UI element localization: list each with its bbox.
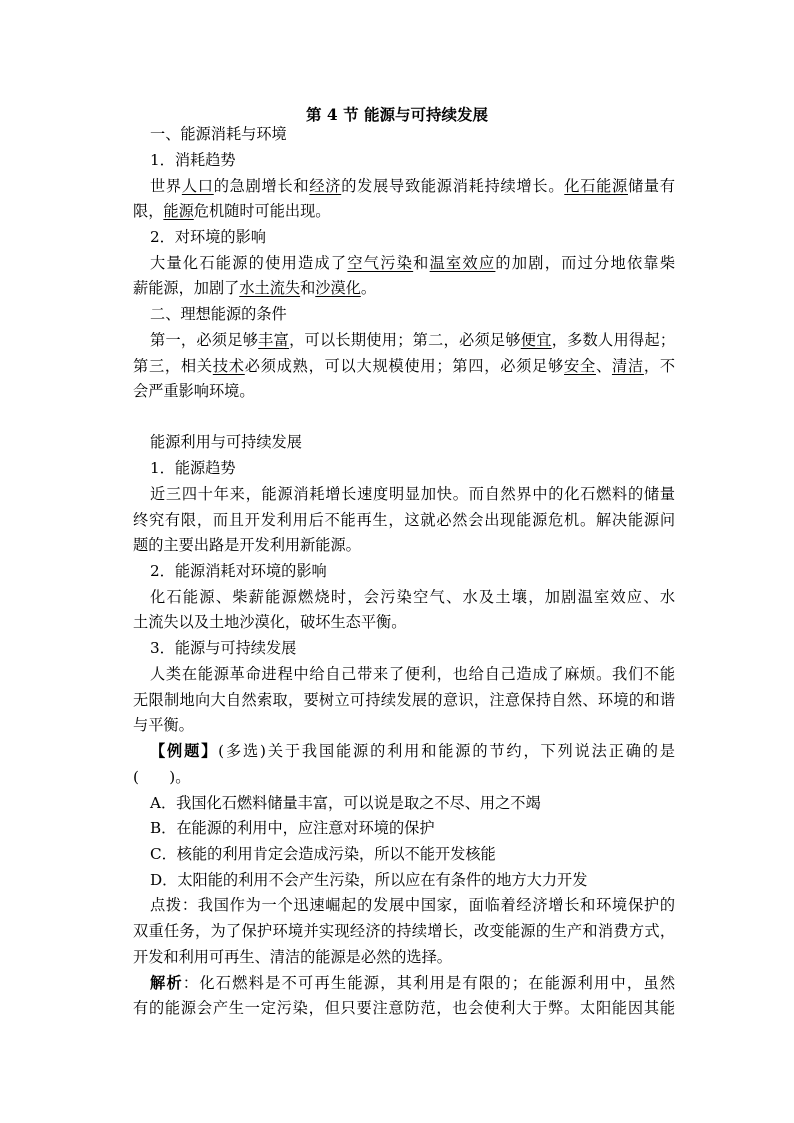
hint-line: 点拨：我国作为一个迅速崛起的发展中国家，面临着经济增长和环境保护的 [150, 896, 675, 914]
paragraph-line: 人类在能源革命进程中给自己带来了便利，也给自己造成了麻烦。我们不能 [150, 665, 675, 683]
subheading-sustainable-development: 3．能源与可持续发展 [150, 639, 297, 657]
paragraph-line: 化石能源、柴薪能源燃烧时，会污染空气、水及土壤，加剧温室效应、水 [150, 588, 675, 606]
example-tag: 【例题】 [150, 742, 219, 760]
option-b: B．在能源的利用中，应注意对环境的保护 [150, 819, 435, 837]
paragraph-line: 大量化石能源的使用造成了空气污染和温室效应的加剧，而过分地依靠柴 [150, 254, 676, 272]
paragraph-line: 无限制地向大自然索取，要树立可持续发展的意识，注意保持自然、环境的和谐 [133, 691, 675, 709]
paragraph-line: 第一，必须足够丰富，可以长期使用；第二，必须足够便宜，多数人用得起； [150, 331, 676, 349]
paragraph-line: 会严重影响环境。 [133, 382, 255, 400]
section-heading-energy-consumption: 一、能源消耗与环境 [150, 125, 287, 143]
option-d: D．太阳能的利用不会产生污染，所以应在有条件的地方大力开发 [150, 871, 588, 889]
section-heading-ideal-energy: 二、理想能源的条件 [150, 305, 287, 323]
paragraph-line: 薪能源，加剧了水土流失和沙漠化。 [133, 279, 376, 297]
example-question: 【例题】(多选)关于我国能源的利用和能源的节约，下列说法正确的是 [150, 742, 675, 760]
example-question-blank: ( )。 [133, 768, 191, 786]
paragraph-line: 近三四十年来，能源消耗增长速度明显加快。而自然界中的化石燃料的储量 [150, 485, 675, 503]
paragraph-line: 土流失以及土地沙漠化，破坏生态平衡。 [133, 613, 407, 631]
option-a: A．我国化石燃料储量丰富，可以说是取之不尽、用之不竭 [150, 794, 541, 812]
hint-line: 开发和利用可再生、清洁的能源是必然的选择。 [133, 948, 452, 966]
subheading-energy-trend: 1．能源趋势 [150, 459, 236, 477]
subheading-environmental-impact: 2．对环境的影响 [150, 228, 266, 246]
hint-line: 双重任务，为了保护环境并实现经济的持续增长，改变能源的生产和消费方式， [133, 922, 675, 940]
option-c: C．核能的利用肯定会造成污染，所以不能开发核能 [150, 845, 496, 863]
paragraph-line: 第三，相关技术必须成熟，可以大规模使用；第四，必须足够安全、清洁，不 [133, 357, 676, 375]
paragraph-line: 与平衡。 [133, 716, 194, 734]
analysis-line: 解析：化石燃料是不可再生能源，其利用是有限的；在能源利用中，虽然 [150, 974, 676, 992]
subheading-consumption-trend: 1．消耗趋势 [150, 151, 236, 169]
section-heading-energy-use: 能源利用与可持续发展 [150, 433, 302, 451]
analysis-line: 有的能源会产生一定污染，但只要注意防范，也会使利大于弊。太阳能因其能 [133, 999, 675, 1017]
paragraph-line: 限，能源危机随时可能出现。 [133, 202, 331, 220]
subheading-consumption-impact: 2．能源消耗对环境的影响 [150, 562, 327, 580]
paragraph-line: 题的主要出路是开发利用新能源。 [133, 536, 361, 554]
paragraph-line: 终究有限，而且开发利用后不能再生，这就必然会出现能源危机。解决能源问 [133, 511, 675, 529]
page-title: 第 4 节 能源与可持续发展 [306, 105, 488, 124]
paragraph-line: 世界人口的急剧增长和经济的发展导致能源消耗持续增长。化石能源储量有 [150, 177, 676, 195]
analysis-label: 解析 [150, 974, 183, 992]
